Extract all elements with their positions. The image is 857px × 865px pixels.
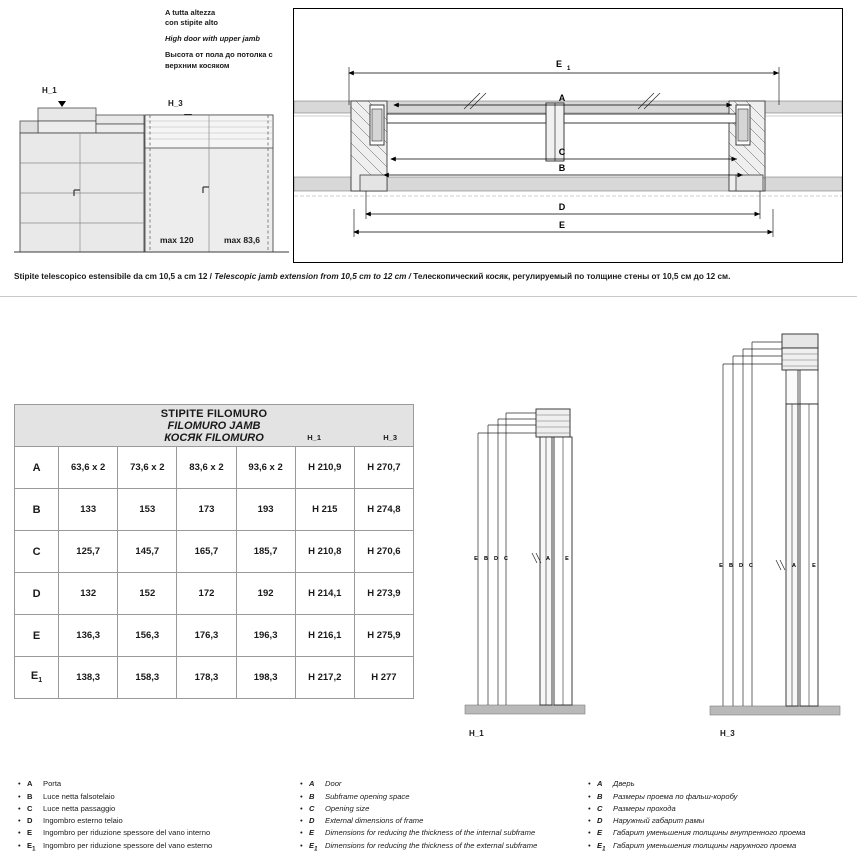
legend-key <box>309 840 325 855</box>
legend-item <box>588 778 857 790</box>
table-cell: H 270,6 <box>354 531 413 573</box>
svg-text:C: C <box>749 563 753 569</box>
legend-item <box>588 815 857 827</box>
legend-item <box>300 791 585 803</box>
legend-key: C <box>597 803 603 813</box>
row-key <box>15 657 59 699</box>
note-en-line1: High door with upper jamb <box>165 34 260 44</box>
legend-key: E <box>597 828 603 838</box>
bullet-icon: • <box>18 816 21 826</box>
elevation-max-left-label: max 120 <box>160 235 194 245</box>
bullet-icon: • <box>300 791 303 801</box>
bullet-icon: • <box>588 828 591 838</box>
row-key-text: D <box>32 587 41 600</box>
svg-text:1: 1 <box>567 66 571 72</box>
table-cell: 138,3 <box>59 657 118 699</box>
svg-text:E: E <box>565 556 569 562</box>
legend-key-text: E <box>597 840 603 850</box>
table-cell: 172 <box>177 573 236 615</box>
legend-key: E <box>309 828 315 838</box>
legend-text: Габарит уменьшения толщины внутренного проема <box>613 828 806 838</box>
bullet-icon: • <box>588 816 591 826</box>
section-h3-label: H_3 <box>720 729 735 738</box>
legend-text: Porta <box>43 779 62 789</box>
legend-text: Наружный габарит рамы <box>613 816 705 826</box>
legend-text: Размеры проема по фальш-коробу <box>613 791 738 801</box>
legend-key-text: E <box>27 840 33 850</box>
legend-item <box>18 778 288 790</box>
legend-text: External dimensions of frame <box>325 816 424 826</box>
row-key-text: B <box>32 503 41 516</box>
svg-text:A: A <box>792 563 796 569</box>
row-key-text: C <box>32 545 41 558</box>
row-key <box>15 531 59 573</box>
legend-text: Opening size <box>325 803 370 813</box>
table-cell: 145,7 <box>118 531 177 573</box>
legend-item <box>18 827 288 839</box>
legend-item <box>588 827 857 839</box>
svg-text:D: D <box>494 556 498 562</box>
caption-en: Telescopic jamb extension from 10,5 cm to 12 cm / <box>214 272 411 281</box>
row-key-text: E <box>32 629 41 642</box>
table-row <box>15 489 414 531</box>
legend-text: Dimensions for reducing the thickness of the internal subframe <box>325 828 536 838</box>
row-key <box>15 573 59 615</box>
table-row <box>15 447 414 489</box>
table-cell: 193 <box>236 489 295 531</box>
table-row <box>15 657 414 699</box>
legend-item <box>18 791 288 803</box>
legend-key-text: E <box>309 840 315 850</box>
table-cell: H 277 <box>354 657 413 699</box>
legend-key <box>597 840 613 855</box>
legend-key: A <box>27 779 33 789</box>
svg-text:B: B <box>729 563 733 569</box>
plan-section-drawing <box>293 8 843 263</box>
bullet-icon: • <box>18 779 21 789</box>
table-cell: 93,6 x 2 <box>236 447 295 489</box>
legend-text: Door <box>325 779 342 789</box>
legend-item <box>18 840 288 855</box>
caption-it: Stipite telescopico estensibile da cm 10,5 a cm 12 / <box>14 272 212 281</box>
row-key <box>15 489 59 531</box>
legend-key-subscript: 1 <box>32 846 36 853</box>
legend-key: C <box>309 803 315 813</box>
bullet-icon: • <box>300 828 303 838</box>
table-cell: 63,6 x 2 <box>59 447 118 489</box>
table-cell: H 274,8 <box>354 489 413 531</box>
table-cell: 73,6 x 2 <box>118 447 177 489</box>
table-cell: H 270,7 <box>354 447 413 489</box>
legend-text: Размеры прохода <box>613 803 676 813</box>
table-title-en: FILOMURO JAMB <box>167 419 261 432</box>
bullet-icon: • <box>300 779 303 789</box>
divider <box>0 296 857 297</box>
note-ru-line1: Высота от пола до потолка с <box>165 50 273 60</box>
table-cell: 196,3 <box>236 615 295 657</box>
legend-text: Габарит уменьшения толщины наружного проема <box>613 840 797 850</box>
vertical-section-h3 <box>690 330 857 726</box>
column-header-h3: H_3 <box>383 433 397 442</box>
legend-text: Luce netta passaggio <box>43 803 116 813</box>
table-cell: 132 <box>59 573 118 615</box>
legend-text: Dimensions for reducing the thickness of the external subframe <box>325 840 538 850</box>
legend-item <box>300 827 585 839</box>
svg-text:E: E <box>474 556 478 562</box>
elevation-h3-label: H_3 <box>168 99 183 108</box>
table-cell: H 215 <box>295 489 354 531</box>
legend-key: B <box>27 791 33 801</box>
table-cell: 185,7 <box>236 531 295 573</box>
bullet-icon: • <box>18 791 21 801</box>
spec-table-header <box>15 405 414 447</box>
legend-item <box>300 778 585 790</box>
section-h1-label: H_1 <box>469 729 484 738</box>
table-cell: H 216,1 <box>295 615 354 657</box>
column-header-h1: H_1 <box>307 433 321 442</box>
legend-russian <box>588 778 857 855</box>
row-key <box>15 447 59 489</box>
svg-text:B: B <box>484 556 488 562</box>
table-cell: 83,6 x 2 <box>177 447 236 489</box>
legend-key: D <box>309 816 315 826</box>
legend-key: E <box>27 828 33 838</box>
legend-text: Subframe opening space <box>325 791 410 801</box>
svg-text:E: E <box>558 220 566 230</box>
bullet-icon: • <box>588 840 591 850</box>
legend-text: Ingombro per riduzione spessore del vano interno <box>43 828 211 838</box>
caption-ru: Телескопический косяк, регулируемый по толщине стены от 10,5 см до 12 см. <box>413 272 731 281</box>
vertical-section-h1 <box>440 405 620 725</box>
legend-key: A <box>597 779 603 789</box>
svg-text:E: E <box>719 563 723 569</box>
table-title-ru: КОСЯК FILOMURO <box>164 431 264 444</box>
table-cell: H 275,9 <box>354 615 413 657</box>
legend-text: Дверь <box>613 779 635 789</box>
table-cell: 173 <box>177 489 236 531</box>
legend-italian <box>18 778 288 855</box>
legend-item <box>300 803 585 815</box>
legend-key: A <box>309 779 315 789</box>
legend-text: Luce netta falsotelaio <box>43 791 115 801</box>
legend-key: D <box>597 816 603 826</box>
table-cell: 192 <box>236 573 295 615</box>
legend-key: D <box>27 816 33 826</box>
elevation-h1-label: H_1 <box>42 86 57 95</box>
legend-key: B <box>309 791 315 801</box>
svg-text:A: A <box>546 556 550 562</box>
table-cell: H 217,2 <box>295 657 354 699</box>
legend-text: Ingombro per riduzione spessore del vano esterno <box>43 840 213 850</box>
top-notes <box>165 8 295 71</box>
table-cell: H 210,9 <box>295 447 354 489</box>
table-cell: 178,3 <box>177 657 236 699</box>
svg-text:A: A <box>558 93 566 103</box>
table-cell: H 210,8 <box>295 531 354 573</box>
telescopic-jamb-caption <box>14 272 844 283</box>
table-cell: H 273,9 <box>354 573 413 615</box>
table-row <box>15 531 414 573</box>
table-cell: 153 <box>118 489 177 531</box>
svg-text:D: D <box>558 202 566 212</box>
legend-key-subscript: 1 <box>602 846 606 853</box>
legend-key: B <box>597 791 603 801</box>
note-ru-line2: верхним косяком <box>165 60 230 70</box>
table-cell: 156,3 <box>118 615 177 657</box>
table-row <box>15 615 414 657</box>
bullet-icon: • <box>588 803 591 813</box>
table-title-it: STIPITE FILOMURO <box>160 407 268 420</box>
bullet-icon: • <box>588 779 591 789</box>
legend-item <box>18 815 288 827</box>
bullet-icon: • <box>18 840 21 850</box>
legend-key <box>27 840 43 855</box>
legend-key-subscript: 1 <box>314 846 318 853</box>
legend-item <box>588 840 857 855</box>
bullet-icon: • <box>300 816 303 826</box>
table-cell: H 214,1 <box>295 573 354 615</box>
spec-table <box>14 404 414 699</box>
legend-english <box>300 778 585 855</box>
legend-item <box>588 803 857 815</box>
row-key-text: E <box>30 670 39 683</box>
table-row <box>15 573 414 615</box>
svg-text:C: C <box>504 556 508 562</box>
table-cell: 198,3 <box>236 657 295 699</box>
svg-text:E: E <box>555 59 563 69</box>
spec-table-wrapper <box>14 404 414 699</box>
table-cell: 165,7 <box>177 531 236 573</box>
bullet-icon: • <box>300 840 303 850</box>
row-key-subscript: 1 <box>38 677 43 685</box>
legend-item <box>588 791 857 803</box>
bullet-icon: • <box>588 791 591 801</box>
svg-text:C: C <box>558 147 566 157</box>
bullet-icon: • <box>18 803 21 813</box>
table-cell: 176,3 <box>177 615 236 657</box>
note-it-line1: A tutta altezza <box>165 8 216 17</box>
bullet-icon: • <box>18 828 21 838</box>
svg-text:B: B <box>558 163 566 173</box>
svg-text:D: D <box>739 563 743 569</box>
legend-item <box>300 840 585 855</box>
elevation-max-right-label: max 83,6 <box>224 235 260 245</box>
legend-item <box>18 803 288 815</box>
row-key-text: A <box>32 461 41 474</box>
legend-key: C <box>27 803 33 813</box>
table-cell: 133 <box>59 489 118 531</box>
legend-text: Ingombro esterno telaio <box>43 816 123 826</box>
note-it-line2: con stipite alto <box>165 18 218 28</box>
legend-item <box>300 815 585 827</box>
table-cell: 136,3 <box>59 615 118 657</box>
table-cell: 158,3 <box>118 657 177 699</box>
row-key <box>15 615 59 657</box>
bullet-icon: • <box>300 803 303 813</box>
svg-text:E: E <box>812 563 816 569</box>
table-cell: 152 <box>118 573 177 615</box>
table-cell: 125,7 <box>59 531 118 573</box>
